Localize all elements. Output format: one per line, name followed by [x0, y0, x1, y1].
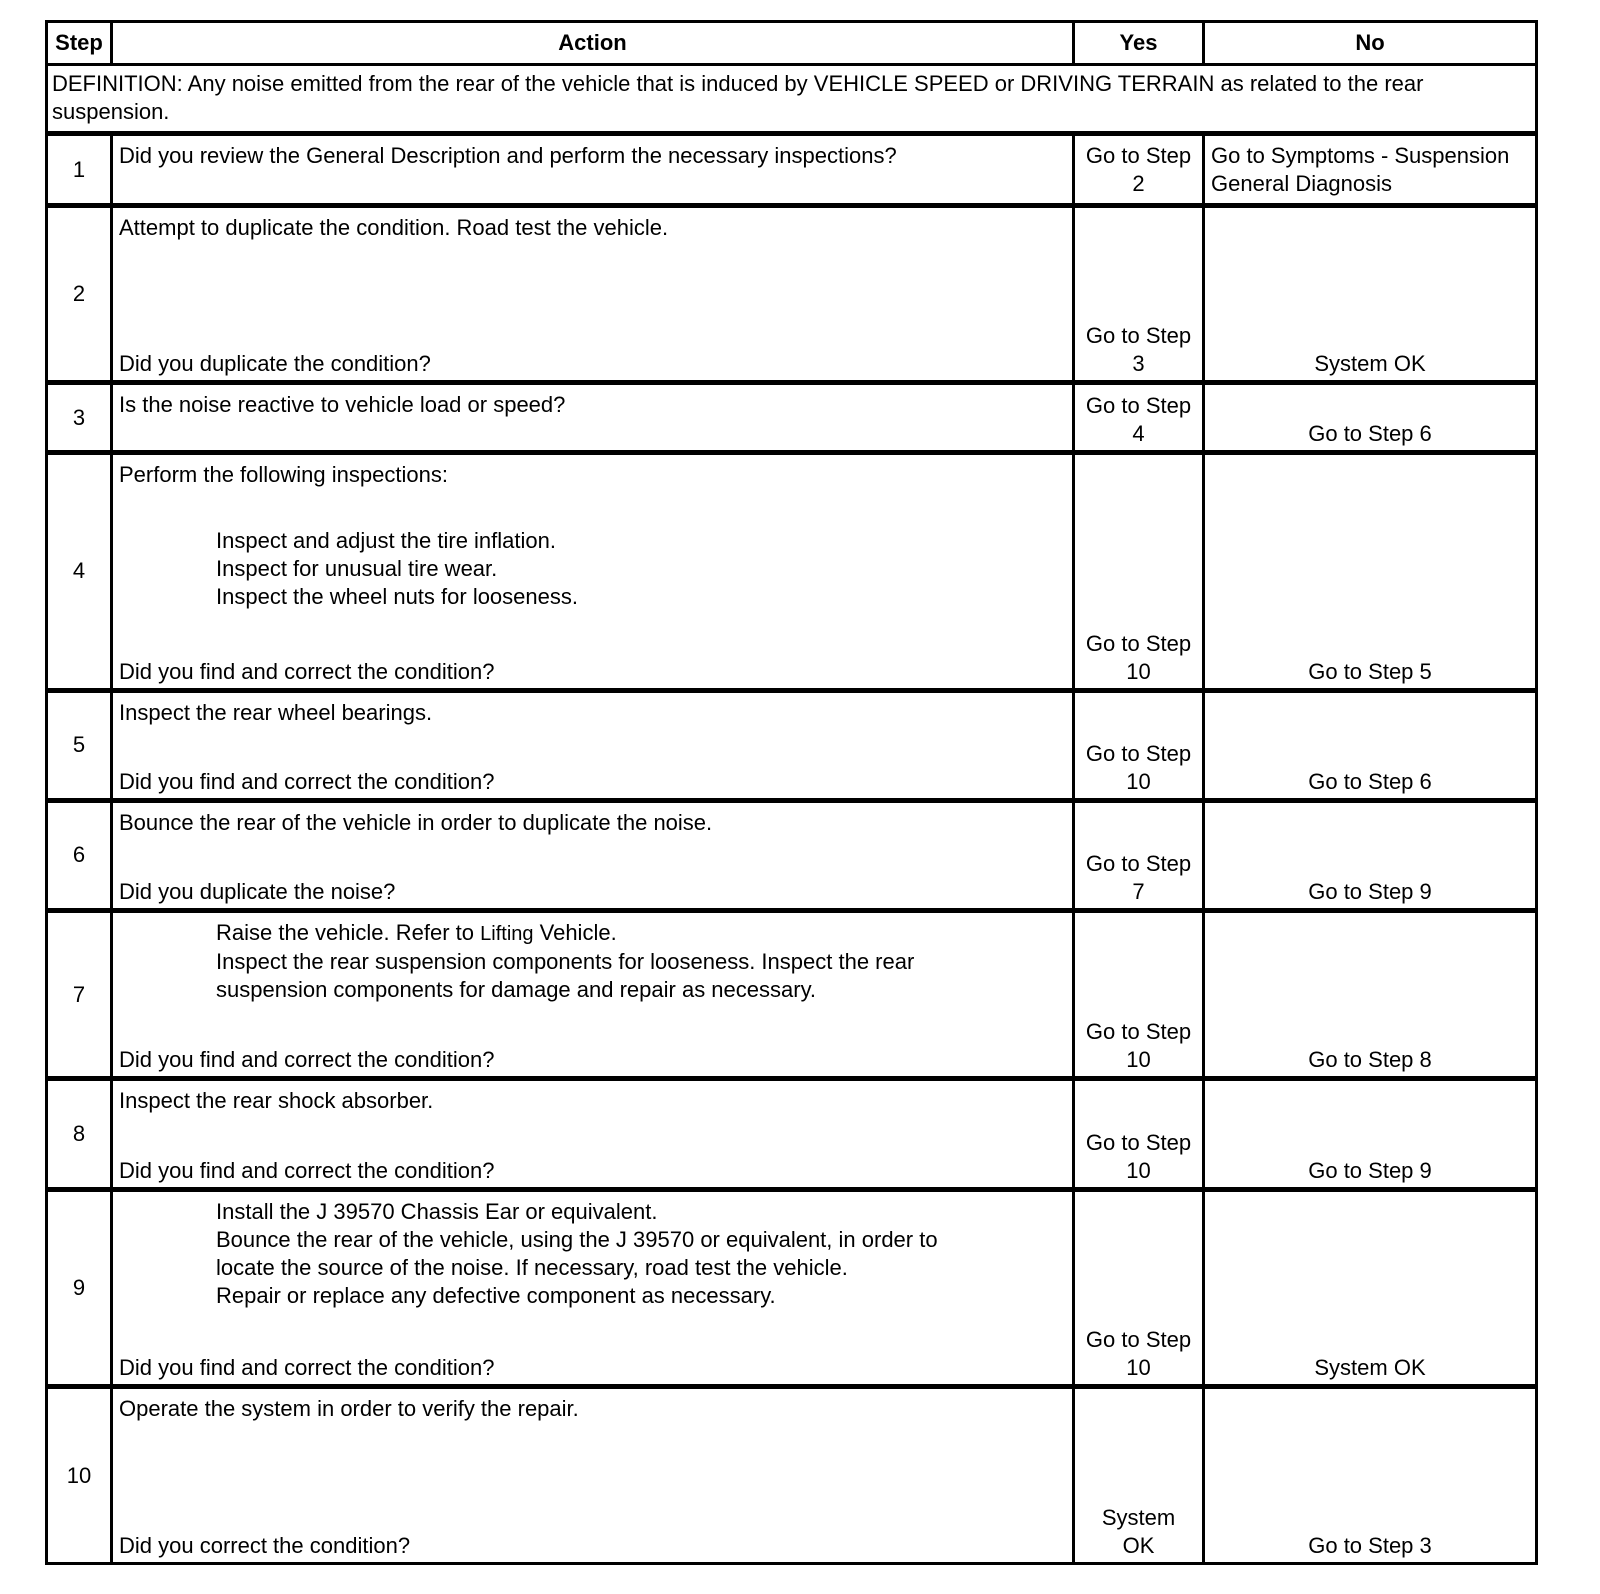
yes-cell [1074, 134, 1204, 206]
lifting-vehicle-link[interactable]: Lifting [480, 922, 534, 945]
yes-text-line: 10 [1126, 1047, 1151, 1073]
action-text: Operate the system in order to verify the repair. [119, 1396, 579, 1421]
inspection-item: Inspect the rear suspension components for looseness. Inspect the rear [216, 948, 915, 974]
yes-cell [1074, 206, 1204, 383]
step-number: 9 [47, 1189, 112, 1387]
yes-cell [1074, 383, 1204, 453]
step-number: 4 [47, 452, 112, 690]
no-cell [1204, 690, 1537, 800]
yes-cell [1074, 1387, 1204, 1564]
step-number: 7 [47, 910, 112, 1079]
table-row [47, 800, 1537, 910]
no-cell [1204, 206, 1537, 383]
no-cell [1204, 1387, 1537, 1564]
inspection-item: suspension components for damage and repair as necessary. [216, 976, 817, 1002]
yes-text-line: Go to Step [1085, 850, 1192, 876]
yes-text-line: 10 [1126, 1355, 1151, 1380]
no-cell [1204, 134, 1537, 206]
no-text-line: Go to Step 8 [1308, 1047, 1432, 1073]
yes-cell [1074, 910, 1204, 1079]
no-cell [1204, 452, 1537, 690]
inspection-item: Install the J 39570 Chassis Ear or equivalent. [216, 1198, 658, 1224]
action-text: Perform the following inspections: [119, 461, 448, 487]
inspection-item: Bounce the rear of the vehicle, using the J 39570 or equivalent, in order to [216, 1226, 938, 1252]
yes-text-line: 4 [1132, 420, 1145, 446]
yes-cell [1074, 800, 1204, 910]
inspection-item: Repair or replace any defective component as necessary. [216, 1282, 776, 1308]
action-cell [112, 1079, 1074, 1189]
yes-text-line: 10 [1126, 768, 1151, 794]
table-row [47, 452, 1537, 690]
step-number: 6 [47, 800, 112, 910]
no-text-line: Go to Step 9 [1308, 878, 1432, 904]
header-no: No [1204, 22, 1537, 65]
action-text: Attempt to duplicate the condition. Road test the vehicle. [119, 215, 669, 241]
table-row [47, 1387, 1537, 1564]
inspection-item: Inspect the wheel nuts for looseness. [216, 583, 578, 609]
action-text: Inspect the rear shock absorber. [119, 1088, 434, 1114]
vehicle-text: Vehicle [533, 919, 611, 945]
action-cell [112, 1189, 1074, 1387]
action-cell [112, 910, 1074, 1079]
yes-cell [1074, 1189, 1204, 1387]
yes-text-line: 10 [1126, 658, 1151, 684]
no-text-line: System OK [1314, 351, 1426, 377]
inspection-item: Inspect for unusual tire wear. [216, 555, 498, 581]
action-text: Inspect the rear wheel bearings. [119, 699, 433, 725]
no-cell [1204, 800, 1537, 910]
step-number: 2 [47, 206, 112, 383]
action-text: Did you review the General Description and perform the necessary inspections? [119, 143, 897, 169]
action-cell [112, 452, 1074, 690]
yes-text-line: Go to Step [1085, 1129, 1192, 1155]
diagnostic-table [45, 20, 1538, 1565]
table-row [47, 910, 1537, 1079]
yes-cell [1074, 452, 1204, 690]
question-text: Did you duplicate the noise? [119, 878, 396, 904]
step-number: 8 [47, 1079, 112, 1189]
action-cell [112, 690, 1074, 800]
yes-cell [1074, 690, 1204, 800]
action-text: Bounce the rear of the vehicle in order to duplicate the noise. [119, 809, 713, 835]
table-row [47, 1189, 1537, 1387]
action-cell [112, 134, 1074, 206]
no-cell [1204, 1079, 1537, 1189]
no-text-line: General Diagnosis [1211, 171, 1392, 197]
yes-text-line: 3 [1132, 351, 1145, 377]
yes-text-line: 10 [1126, 1157, 1151, 1183]
action-cell [112, 383, 1074, 453]
yes-text-line: OK [1122, 1533, 1155, 1558]
yes-text-line: Go to Step [1085, 740, 1192, 766]
header-yes: Yes [1074, 22, 1204, 65]
table-row [47, 690, 1537, 800]
inspection-item: locate the source of the noise. If necessary, road test the vehicle. [216, 1254, 848, 1280]
yes-text-line: Go to Step [1085, 1327, 1192, 1352]
action-cell [112, 800, 1074, 910]
raise-text: Raise the vehicle. Refer to [216, 919, 481, 945]
no-text-line: System OK [1314, 1355, 1426, 1380]
no-cell [1204, 1189, 1537, 1387]
no-cell [1204, 383, 1537, 453]
header-row [47, 22, 1537, 65]
table-row [47, 206, 1537, 383]
question-text: Did you find and correct the condition? [119, 768, 495, 794]
action-cell [112, 206, 1074, 383]
yes-text-line: Go to Step [1085, 1019, 1192, 1045]
question-text: Did you find and correct the condition? [119, 1157, 495, 1183]
header-action: Action [112, 22, 1074, 65]
no-cell [1204, 910, 1537, 1079]
header-step: Step [47, 22, 112, 65]
table-row [47, 134, 1537, 206]
definition-text: DEFINITION: Any noise emitted from the rear of the vehicle that is induced by VEHICLE SPEED or DRIVING TERRAIN as related to the rear suspension. [47, 65, 1537, 134]
definition-row [47, 65, 1537, 134]
yes-text-line: System [1101, 1505, 1176, 1530]
question-text: Did you find and correct the condition? [119, 1355, 495, 1380]
yes-text-line: Go to Step [1085, 630, 1192, 656]
action-cell [112, 1387, 1074, 1564]
yes-text-line: Go to Step [1085, 323, 1192, 349]
raise-vehicle-line [119, 919, 1066, 948]
table-row [47, 1079, 1537, 1189]
yes-text-line: Go to Step [1085, 392, 1192, 418]
step-number: 5 [47, 690, 112, 800]
question-text: Did you correct the condition? [119, 1533, 411, 1558]
action-text: Is the noise reactive to vehicle load or speed? [119, 392, 566, 418]
period-text: . [610, 919, 617, 945]
no-text-line: Go to Symptoms - Suspension [1211, 143, 1510, 169]
question-text: Did you find and correct the condition? [119, 658, 495, 684]
question-text: Did you find and correct the condition? [119, 1047, 495, 1073]
step-number: 10 [47, 1387, 112, 1564]
no-text-line: Go to Step 9 [1308, 1157, 1432, 1183]
yes-text-line: 7 [1132, 878, 1145, 904]
step-number: 1 [47, 134, 112, 206]
no-text-line: Go to Step 5 [1308, 658, 1432, 684]
inspection-item: Inspect and adjust the tire inflation. [216, 527, 556, 553]
no-text-line: Go to Step 6 [1308, 768, 1432, 794]
step-number: 3 [47, 383, 112, 453]
no-text-line: Go to Step 3 [1308, 1533, 1432, 1558]
yes-text-line: 2 [1132, 171, 1145, 197]
question-text: Did you duplicate the condition? [119, 351, 431, 377]
no-text-line: Go to Step 6 [1308, 420, 1432, 446]
yes-cell [1074, 1079, 1204, 1189]
table-row [47, 383, 1537, 453]
yes-text-line: Go to Step [1085, 143, 1192, 169]
